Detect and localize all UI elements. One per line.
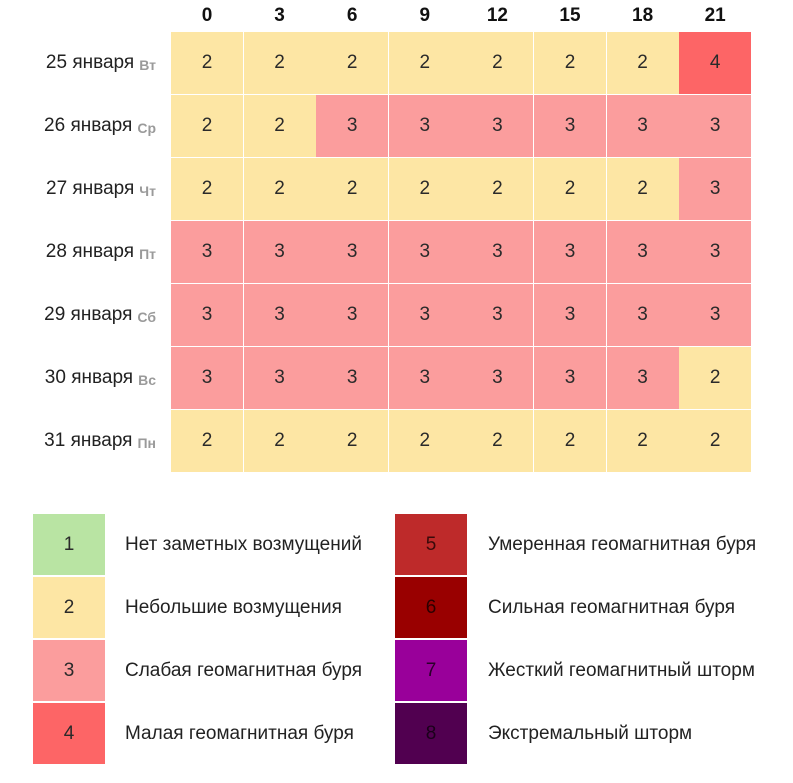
heatmap-cell: 3 — [316, 347, 389, 410]
date-text: 28 января — [45, 241, 135, 262]
heatmap-cell: 2 — [244, 158, 317, 221]
date-text: 29 января — [44, 304, 133, 325]
legend-swatch: 1 — [33, 514, 105, 576]
hour-label: 18 — [632, 5, 654, 26]
heatmap-cell: 3 — [171, 284, 244, 347]
heatmap-cell: 2 — [244, 95, 317, 158]
date-text: 30 января — [44, 367, 134, 388]
heatmap-cell: 2 — [679, 410, 752, 473]
heatmap-cell: 3 — [534, 284, 607, 347]
heatmap-cell: 2 — [534, 410, 607, 473]
heatmap-cell: 2 — [607, 32, 680, 95]
hour-label: 6 — [346, 5, 358, 26]
legend-label: Нет заметных возмущений — [125, 534, 362, 555]
heatmap-cell: 3 — [461, 284, 534, 347]
legend-swatch: 8 — [395, 703, 467, 765]
row-date-label — [0, 32, 160, 94]
weekday-text: Ср — [137, 120, 156, 136]
heatmap-cell: 3 — [461, 221, 534, 284]
heatmap-cell: 2 — [316, 410, 389, 473]
heatmap-cell: 3 — [607, 95, 680, 158]
heatmap-cell: 3 — [607, 284, 680, 347]
heatmap-cell: 3 — [607, 221, 680, 284]
heatmap-cell: 3 — [171, 347, 244, 410]
heatmap-cell: 2 — [171, 410, 244, 473]
heatmap-cell: 2 — [316, 158, 389, 221]
heatmap-cell: 2 — [534, 158, 607, 221]
legend-label: Экстремальный шторм — [488, 723, 693, 744]
legend-swatch: 4 — [33, 703, 105, 765]
heatmap-cell: 3 — [534, 221, 607, 284]
heatmap-cell: 2 — [244, 410, 317, 473]
heatmap-cell: 3 — [244, 221, 317, 284]
hour-label: 15 — [559, 5, 581, 26]
heatmap-cell: 3 — [607, 347, 680, 410]
heatmap-cell: 2 — [389, 410, 462, 473]
row-date-label — [0, 410, 160, 472]
date-text: 25 января — [45, 52, 135, 73]
heatmap-cell: 2 — [244, 32, 317, 95]
heatmap-cell: 3 — [171, 221, 244, 284]
heatmap-cell: 4 — [679, 32, 752, 95]
legend-swatch: 2 — [33, 577, 105, 639]
heatmap-cell: 3 — [461, 347, 534, 410]
heatmap-cell: 3 — [679, 221, 752, 284]
legend-label: Слабая геомагнитная буря — [125, 660, 362, 681]
heatmap-cell: 2 — [534, 32, 607, 95]
legend-swatch: 3 — [33, 640, 105, 702]
legend-label: Жесткий геомагнитный шторм — [488, 660, 755, 681]
row-date-label — [0, 347, 160, 409]
hour-label: 9 — [419, 5, 431, 26]
heatmap-cell: 2 — [461, 158, 534, 221]
weekday-text: Сб — [137, 309, 156, 325]
heatmap-cell: 3 — [461, 95, 534, 158]
legend-swatch: 5 — [395, 514, 467, 576]
heatmap-cell: 3 — [389, 95, 462, 158]
row-date-label — [0, 284, 160, 346]
legend-label: Умеренная геомагнитная буря — [488, 534, 757, 555]
heatmap-cell: 2 — [316, 32, 389, 95]
date-text: 27 января — [46, 178, 135, 199]
heatmap-cell: 2 — [461, 32, 534, 95]
date-text: 31 января — [44, 430, 133, 451]
heatmap-cell: 2 — [607, 410, 680, 473]
legend-swatch: 6 — [395, 577, 467, 639]
heatmap-cell: 3 — [389, 347, 462, 410]
weekday-text: Вс — [138, 372, 156, 388]
hour-label: 0 — [201, 5, 213, 26]
kp-index-legend — [0, 514, 793, 770]
heatmap-cell: 2 — [461, 410, 534, 473]
row-date-label — [0, 158, 160, 220]
heatmap-cell: 3 — [679, 158, 752, 221]
date-text: 26 января — [44, 115, 133, 136]
heatmap-cell: 3 — [244, 284, 317, 347]
heatmap-cell: 2 — [607, 158, 680, 221]
legend-label: Небольшие возмущения — [125, 597, 342, 618]
row-date-label — [0, 221, 160, 283]
legend-label: Малая геомагнитная буря — [125, 723, 354, 744]
heatmap-cell: 3 — [389, 221, 462, 284]
legend-label: Сильная геомагнитная буря — [488, 597, 735, 618]
heatmap-cell: 3 — [316, 284, 389, 347]
weekday-text: Чт — [139, 183, 156, 199]
heatmap-cell: 2 — [389, 32, 462, 95]
weekday-text: Пн — [137, 435, 156, 451]
heatmap-cell: 3 — [389, 284, 462, 347]
weekday-text: Пт — [139, 246, 156, 262]
heatmap-cell: 3 — [534, 347, 607, 410]
hour-label: 21 — [704, 5, 726, 26]
heatmap-cell: 2 — [171, 158, 244, 221]
heatmap-cell: 3 — [679, 284, 752, 347]
hour-label: 12 — [486, 5, 508, 26]
legend-swatch: 7 — [395, 640, 467, 702]
heatmap-cell: 3 — [316, 221, 389, 284]
heatmap-cell: 3 — [244, 347, 317, 410]
heatmap-cell: 2 — [679, 347, 752, 410]
heatmap-cell: 3 — [534, 95, 607, 158]
weekday-text: Вт — [139, 57, 156, 73]
heatmap-cell: 2 — [171, 32, 244, 95]
heatmap-cell: 2 — [389, 158, 462, 221]
row-date-label — [0, 95, 160, 157]
heatmap-cell: 3 — [679, 95, 752, 158]
heatmap-cell: 2 — [171, 95, 244, 158]
hour-label: 3 — [274, 5, 285, 26]
heatmap-cell: 3 — [316, 95, 389, 158]
